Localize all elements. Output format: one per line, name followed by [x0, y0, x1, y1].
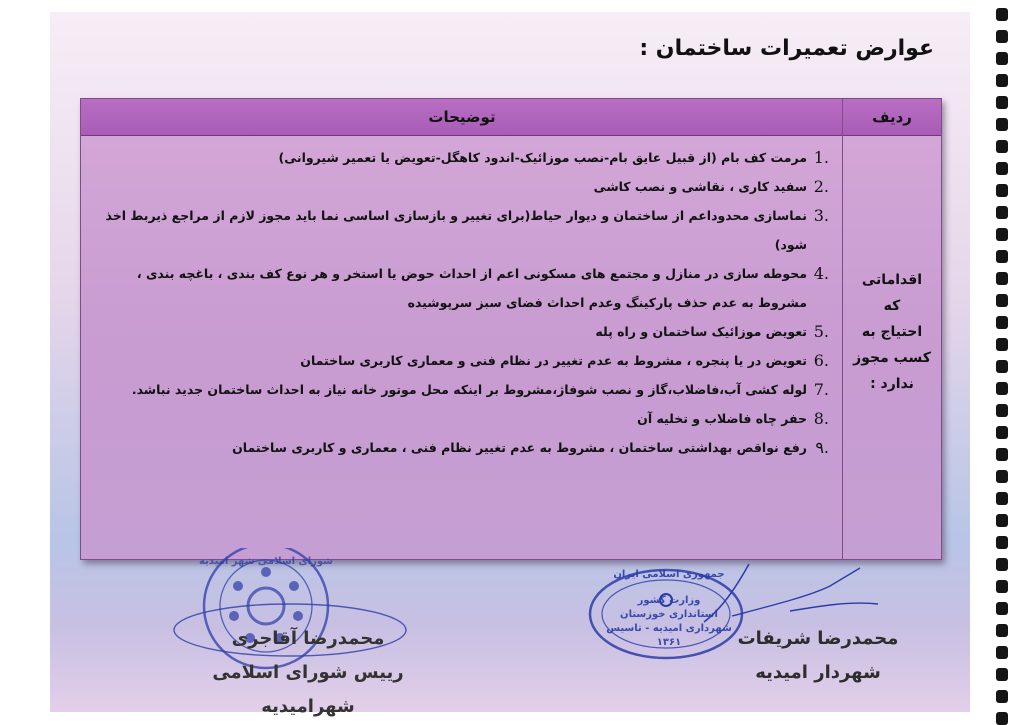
council-stamp: شورای اسلامی شهر امیدیه [198, 556, 333, 567]
stamp-line: استانداری خوزستان [620, 609, 718, 620]
item-number: 8. [813, 409, 829, 428]
item-number: 2. [813, 177, 829, 196]
binding-ring [996, 30, 1008, 43]
mayor-role: شهردار امیدیه [755, 662, 881, 683]
binding-ring [996, 272, 1008, 285]
item-text: لوله کشی آب،فاضلاب،گاز و نصب شوفاژ،مشروط بر اینکه محل موتور خانه نیاز به احداث ساختمان جدید نباشد. [131, 382, 807, 397]
stamp-line: شهرداری امیدیه - تاسیس ۱۳۶۱ [606, 623, 732, 648]
binding-ring [996, 382, 1008, 395]
binding-ring [996, 514, 1008, 527]
binding-ring [996, 118, 1008, 131]
municipality-stamp [596, 568, 742, 650]
council-head-name: محمدرضا آقاجری [231, 628, 385, 649]
binding-ring [996, 492, 1008, 505]
item-number: 6. [813, 351, 829, 370]
list-item [93, 404, 829, 433]
list-item [93, 317, 829, 346]
row-label-line: کسب مجوز [853, 350, 931, 366]
binding-ring [996, 602, 1008, 615]
permits-table [80, 98, 942, 560]
binding-ring [996, 294, 1008, 307]
stamp-line: جمهوری اسلامی ایران [613, 569, 725, 580]
item-number: 3. [813, 206, 829, 225]
stamp-line: وزارت کشور [637, 595, 701, 606]
header-radif: ردیف [872, 108, 912, 126]
council-head-role: رییس شورای اسلامی شهرامیدیه [212, 662, 404, 717]
mayor-signature [728, 622, 908, 690]
row-label-line: ندارد : [870, 376, 914, 392]
item-number: 4. [813, 264, 829, 283]
binding-ring [996, 250, 1008, 263]
council-signature [168, 622, 448, 724]
binding-ring [996, 646, 1008, 659]
item-text: مرمت کف بام (از قبیل عایق بام-نصب موزائیک-اندود کاهگل-تعویض یا تعمیر شیروانی) [278, 150, 807, 165]
binding-ring [996, 470, 1008, 483]
item-number: 1. [813, 148, 829, 167]
spiral-binding [990, 0, 1024, 720]
binding-ring [996, 558, 1008, 571]
item-text: حفر چاه فاضلاب و تخلیه آن [637, 411, 807, 426]
item-number: 7. [813, 380, 829, 399]
item-number: 5. [813, 322, 829, 341]
items-list [81, 143, 843, 462]
mayor-name: محمدرضا شریفات [737, 628, 899, 649]
list-item [93, 433, 829, 462]
list-item [93, 172, 829, 201]
table-header [81, 99, 941, 136]
item-text: سفید کاری ، نقاشی و نصب کاشی [593, 179, 807, 194]
binding-ring [996, 580, 1008, 593]
binding-ring [996, 338, 1008, 351]
binding-ring [996, 52, 1008, 65]
binding-ring [996, 206, 1008, 219]
binding-ring [996, 360, 1008, 373]
list-item [93, 346, 829, 375]
item-text: محوطه سازی در منازل و مجتمع های مسکونی اعم از احداث حوض یا استخر و هر نوع کف بندی ، باغچه بندی ، مشروط به عدم حذف پارکینگ وعدم احداث فضای سبز سرپوشیده [136, 266, 807, 310]
signature-right-icon [730, 566, 880, 626]
header-description: توضیحات [428, 108, 496, 126]
binding-ring [996, 668, 1008, 681]
binding-ring [996, 426, 1008, 439]
binding-ring [996, 184, 1008, 197]
row-label [852, 267, 932, 397]
binding-ring [996, 8, 1008, 21]
binding-ring [996, 140, 1008, 153]
row-label-line: احتیاج به [861, 324, 923, 340]
binding-ring [996, 162, 1008, 175]
row-label-cell [843, 135, 941, 559]
binding-ring [996, 316, 1008, 329]
item-number: ۹. [815, 438, 829, 457]
binding-ring [996, 536, 1008, 549]
list-item [93, 201, 829, 259]
item-text: رفع نواقص بهداشتی ساختمان ، مشروط به عدم تغییر نظام فنی ، معماری و کاربری ساختمان [232, 440, 807, 455]
binding-ring [996, 404, 1008, 417]
binding-ring [996, 96, 1008, 109]
list-item [93, 259, 829, 317]
list-item [93, 375, 829, 404]
item-text: تعویض موزائیک ساختمان و راه پله [595, 324, 807, 339]
list-item [93, 143, 829, 172]
binding-ring [996, 74, 1008, 87]
binding-ring [996, 690, 1008, 703]
binding-ring [996, 448, 1008, 461]
item-text: تعویض در یا پنجره ، مشروط به عدم تغییر در نظام فنی و معماری کاربری ساختمان [300, 353, 807, 368]
item-text: نماسازی محدوداعم از ساختمان و دیوار حیاط(برای تغییر و بازسازی اساسی نما باید مجوز لازم از مراجع ذیربط اخذ شود) [105, 208, 807, 252]
row-label-line: اقداماتی که [861, 272, 923, 314]
page-title: عوارض تعمیرات ساختمان : [639, 36, 934, 61]
binding-ring [996, 712, 1008, 725]
binding-ring [996, 228, 1008, 241]
binding-ring [996, 624, 1008, 637]
